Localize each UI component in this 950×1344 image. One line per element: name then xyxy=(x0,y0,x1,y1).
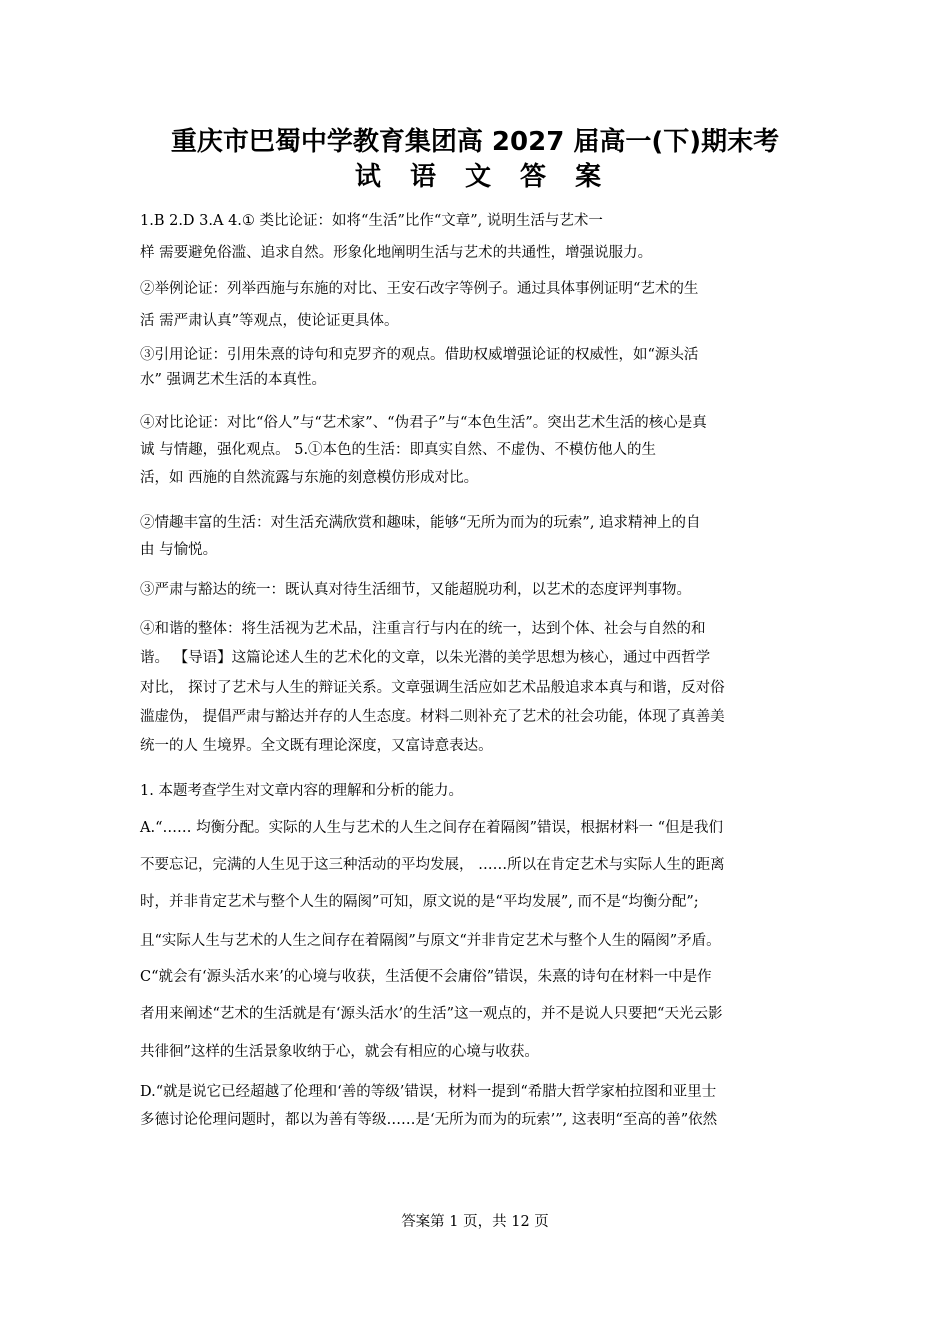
text-line: ④对比论证：对比“俗人”与“艺术家”、“伪君子”与“本色生活”。突出艺术生活的核心是真 xyxy=(140,415,707,431)
text-line: 对比， 探讨了艺术与人生的辩证关系。文章强调生活应如艺术品般追求本真与和谐，反对俗 xyxy=(140,680,725,696)
text-line: 1. 本题考查学生对文章内容的理解和分析的能力。 xyxy=(140,783,463,799)
text-line: 由 与愉悦。 xyxy=(140,542,218,558)
text-line: 时，并非肯定艺术与整个人生的隔阂”可知，原文说的是“平均发展”, 而不是“均衡分配”; xyxy=(140,894,699,910)
text-line: ③引用论证：引用朱熹的诗句和克罗齐的观点。借助权威增强论证的权威性，如“源头活 xyxy=(140,347,699,363)
text-line: ②举例论证：列举西施与东施的对比、王安石改字等例子。通过具体事例证明“艺术的生 xyxy=(140,281,699,297)
text-line: 1.B 2.D 3.A 4.① 类比论证：如将“生活”比作“文章”, 说明生活与艺术一 xyxy=(140,213,603,229)
text-line: 多德讨论伦理问题时，都以为善有等级……是‘无所为而为的玩索’”, 这表明“至高的善”依然 xyxy=(140,1112,718,1128)
text-line: ②情趣丰富的生活：对生活充满欣赏和趣味，能够“无所为而为的玩索”, 追求精神上的自 xyxy=(140,515,701,531)
text-line: 共徘徊”这样的生活景象收纳于心，就会有相应的心境与收获。 xyxy=(140,1044,539,1060)
page-title-line-1: 重庆市巴蜀中学教育集团高 2027 届高一(下)期末考 xyxy=(170,127,780,157)
page-footer: 答案第 1 页，共 12 页 xyxy=(401,1214,549,1230)
text-line: 谐。 【导语】这篇论述人生的艺术化的文章，以朱光潜的美学思想为核心，通过中西哲学 xyxy=(140,650,711,666)
text-line: ③严肃与豁达的统一：既认真对待生活细节，又能超脱功利，以艺术的态度评判事物。 xyxy=(140,582,691,598)
text-line: 者用来阐述“艺术的生活就是有‘源头活水’的生活”这一观点的，并不是说人只要把“天光云影 xyxy=(140,1006,723,1022)
text-line: D.“就是说它已经超越了伦理和‘善的等级’错误，材料一提到“希腊大哲学家柏拉图和亚里士 xyxy=(140,1084,717,1100)
text-line: 活，如 西施的自然流露与东施的刻意模仿形成对比。 xyxy=(140,470,479,486)
text-line: 不要忘记，完满的人生见于这三种活动的平均发展， ……所以在肯定艺术与实际人生的距离 xyxy=(140,857,725,873)
text-line: 水” 强调艺术生活的本真性。 xyxy=(140,372,327,388)
text-line: 诚 与情趣，强化观点。 5.①本色的生活：即真实自然、不虚伪、不模仿他人的生 xyxy=(140,442,657,458)
text-line: 且“实际人生与艺术的人生之间存在着隔阂”与原文“并非肯定艺术与整个人生的隔阂”矛盾。 xyxy=(140,933,721,949)
text-line: ④和谐的整体：将生活视为艺术品，注重言行与内在的统一，达到个体、社会与自然的和 xyxy=(140,621,706,637)
text-line: 统一的人 生境界。全文既有理论深度，又富诗意表达。 xyxy=(140,738,493,754)
text-line: 滥虚伪， 提倡严肃与豁达并存的人生态度。材料二则补充了艺术的社会功能，体现了真善美 xyxy=(140,709,725,725)
text-line: A.“…… 均衡分配。实际的人生与艺术的人生之间存在着隔阂”错误，根据材料一 “但是我们 xyxy=(140,820,724,836)
text-line: C“就会有‘源头活水来’的心境与收获，生活便不会庸俗”错误，朱熹的诗句在材料一中是作 xyxy=(140,969,712,985)
text-line: 活 需严肃认真”等观点，使论证更具体。 xyxy=(140,313,399,329)
text-line: 样 需要避免俗滥、追求自然。形象化地阐明生活与艺术的共通性，增强说服力。 xyxy=(140,245,653,261)
page-title-line-2: 试 语 文 答 案 xyxy=(354,162,612,192)
